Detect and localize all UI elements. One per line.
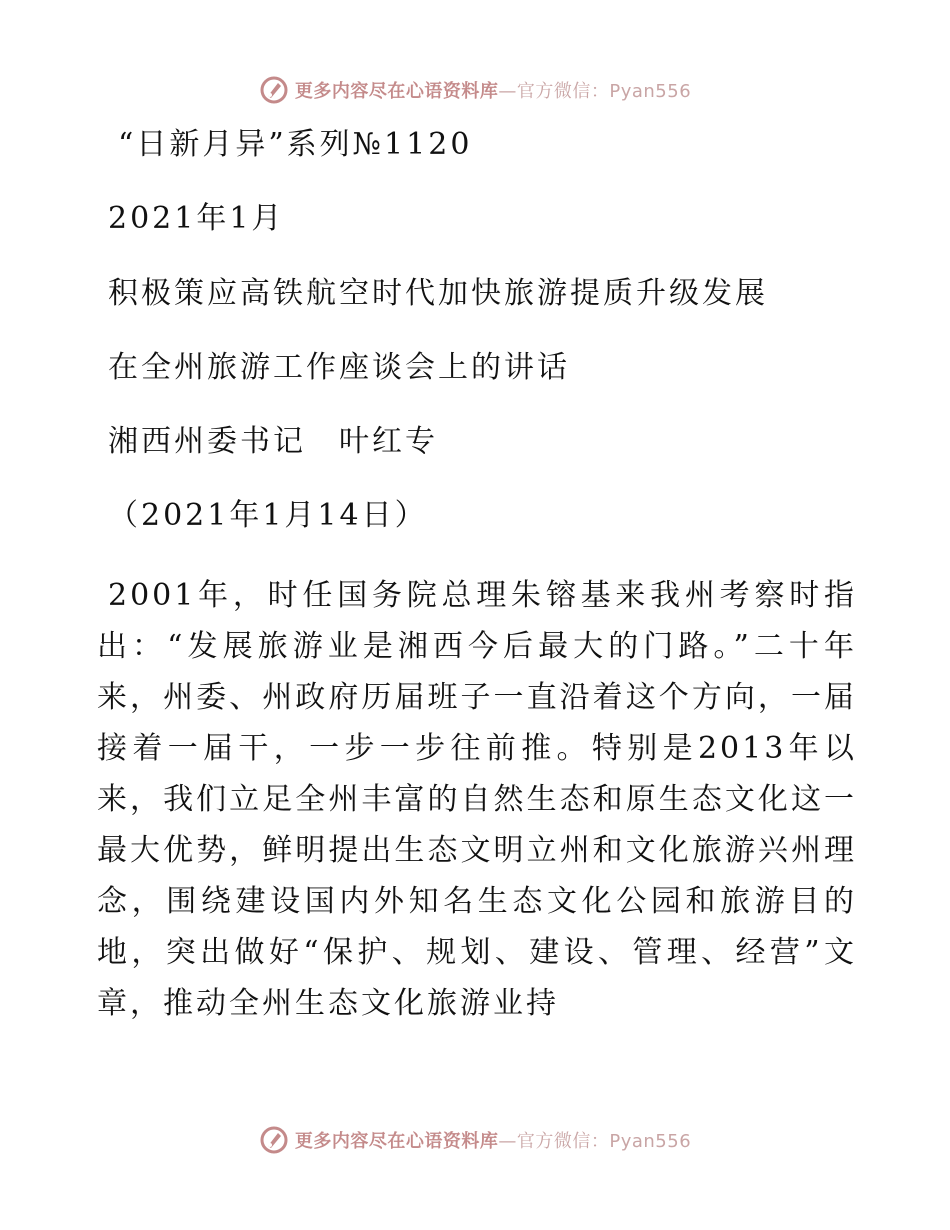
pen-logo-icon: [259, 75, 289, 105]
watermark-separator: —: [498, 81, 517, 102]
document-title: 积极策应高铁航空时代加快旅游提质升级发展: [108, 276, 768, 311]
watermark-brand: 更多内容尽在心语资料库: [294, 81, 499, 102]
body-paragraph: 2001年，时任国务院总理朱镕基来我州考察时指出：“发展旅游业是湘西今后最大的门路。”二十年来，州委、州政府历届班子一直沿着这个方向，一届接着一届干，一步一步往前推。特别是2013年以来，我们立足全州丰富的自然生态和原生态文化这一最大优势，鲜明提出生态文明立州和文化旅游兴州理念，围绕建设国内外知名生态文化公园和旅游目的地，突出做好“保护、规划、建设、管理、经营”文章，推动全州生态文化旅游业持: [97, 578, 857, 1021]
document-subtitle: 在全州旅游工作座谈会上的讲话: [108, 350, 570, 385]
watermark-separator: —: [498, 1131, 517, 1152]
watermark-suffix: 官方微信：Pyan556: [516, 81, 692, 102]
series-label: “日新月异”系列№1120: [118, 127, 473, 162]
pen-logo-icon: [259, 1125, 289, 1155]
header-watermark: [0, 70, 950, 110]
watermark-suffix: 官方微信：Pyan556: [516, 1131, 692, 1152]
speech-date: （2021年1月14日）: [108, 498, 428, 533]
document-author: 湘西州委书记 叶红专: [108, 424, 438, 459]
watermark-brand: 更多内容尽在心语资料库: [294, 1131, 499, 1152]
footer-watermark: [0, 1120, 950, 1160]
document-date: 2021年1月: [108, 201, 285, 236]
